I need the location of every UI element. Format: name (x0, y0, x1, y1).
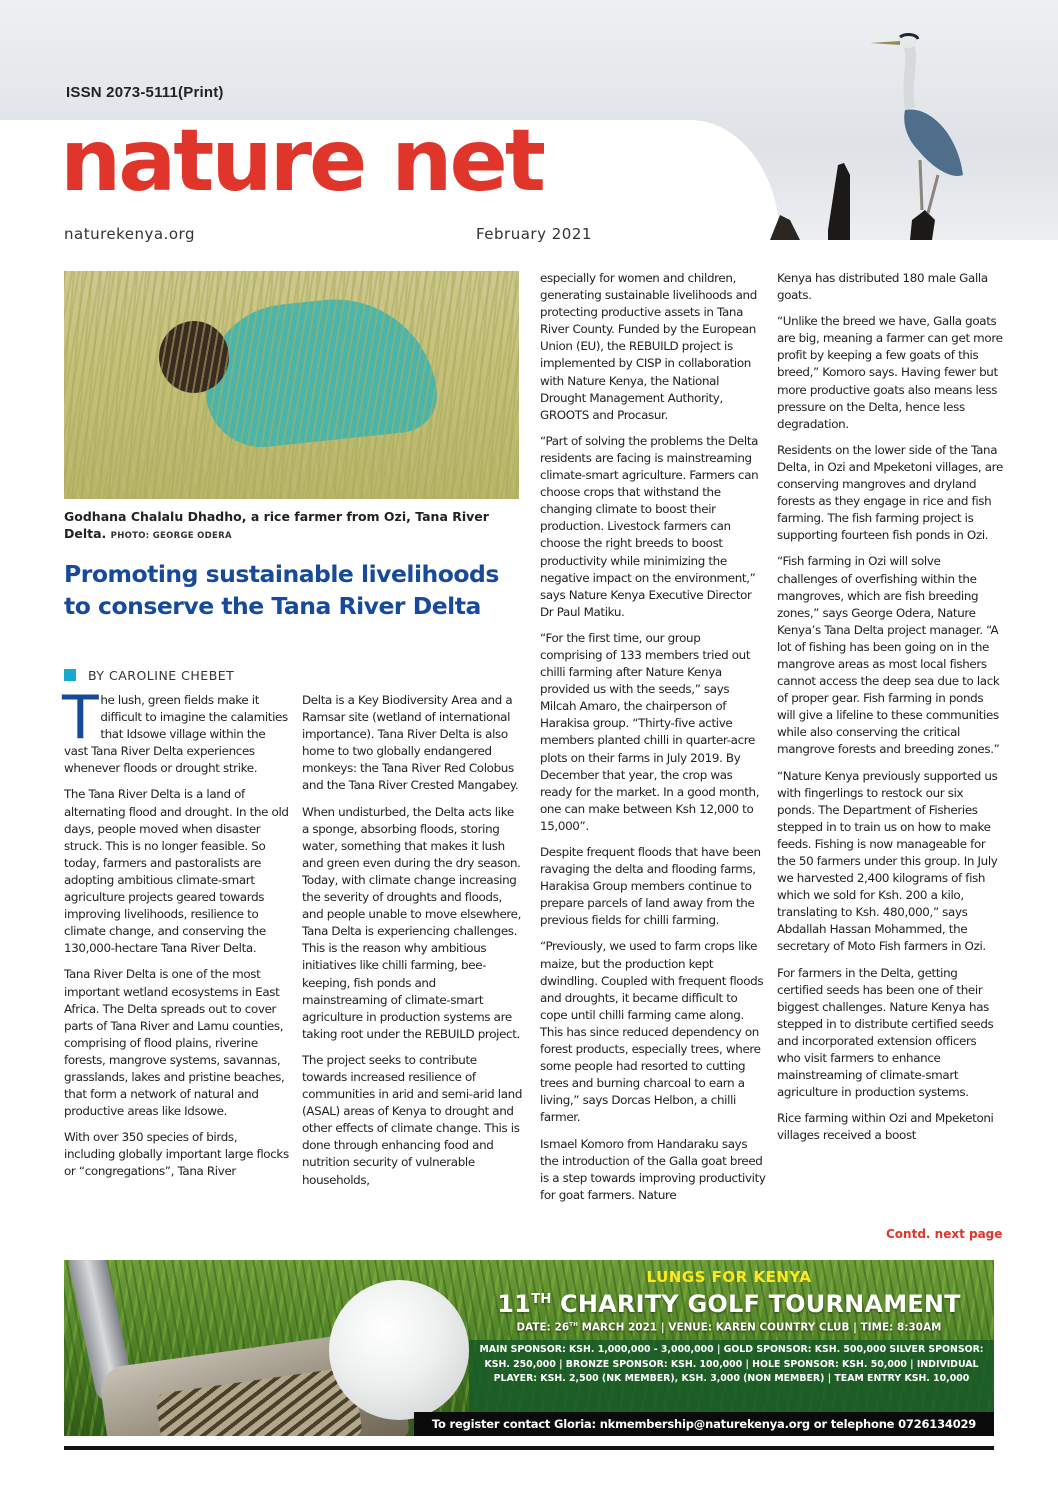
ad-heading-block (464, 1268, 994, 1334)
article-column-1 (62, 683, 290, 1190)
photo-credit: PHOTO: GEORGE ODERA (110, 531, 232, 541)
ad-title: 11TH CHARITY GOLF TOURNAMENT (497, 1290, 961, 1318)
paragraph: Ismael Komoro from Handaraku says the introduction of the Galla goat breed is a step towards improving productivity for goat farmers. Nature (540, 1136, 766, 1202)
heron-photo (760, 15, 1000, 240)
byline-text: BY CAROLINE CHEBET (88, 668, 235, 683)
issn-label: ISSN 2073-5111(Print) (66, 84, 224, 101)
issue-date: February 2021 (476, 225, 592, 243)
paragraph: especially for women and children, generating sustainable livelihoods and protecting productive assets in Tana River County. Funded by the European Union (EU), the REBUILD project is implemented by CISP in collaboration with Nature Kenya, the National Drought Management Authority, GROOTS and Procasur. (540, 271, 757, 422)
paragraph: Despite frequent floods that have been ravaging the delta and flooding farms, Harakisa Group members continue to prepare parcels of land away from the previous fields for chilli farming. (540, 845, 761, 928)
paragraph: “Previously, we used to farm crops like maize, but the production kept dwindling. Coupled with frequent floods and droughts, it became difficult to cope until chilli farming came along. This has since reduced dependency on forest products, especially trees, where some people had resorted to cutting trees and burning charcoal to earn a living,” says Dorcas Helbon, a chilli farmer. (540, 939, 764, 1125)
ad-contact-bar[interactable]: To register contact Gloria: nkmembership@naturekenya.org or telephone 0726134029 (414, 1412, 994, 1436)
paragraph: Kenya has distributed 180 male Galla goats. (777, 271, 988, 303)
paragraph: “Nature Kenya previously supported us with fingerlings to restock our six ponds. The Department of Fisheries stepped in to train us on how to make feeds. Fishing is now manageable for the 50 farmers under this group. In July we harvested 2,400 kilograms of fish which we sold for Ksh. 200 a kilo, translating to Ksh. 480,000,” says Abdallah Hassan Mohammed, the secretary of Moto Fish farmers in Ozi. (777, 768, 998, 954)
article-column-4 (777, 270, 1003, 1154)
paragraph: For farmers in the Delta, getting certified seeds has been one of their biggest challenges. Nature Kenya has stepped in to distribute certified seeds and incorporated extension officers who visit farmers to enhance mainstreaming of climate-smart agriculture in production systems. (777, 965, 994, 1100)
article-column-2 (302, 692, 524, 1198)
golf-tournament-ad[interactable] (64, 1260, 994, 1436)
paragraph: “Fish farming in Ozi will solve challenges of overfishing within the mangroves, which are fish breeding zones,” says George Odera, Nature Kenya’s Tana Delta project manager. “A lot of fishing has been going on in the mangrove areas as most local fishers cannot access the deep sea due to lack of proper gear. Fish farming in ponds will give a lifeline to these communities while also conserving the critical mangrove forests and breeding zones.” (777, 554, 1000, 757)
byline (64, 668, 234, 683)
farmer-figure (197, 289, 440, 452)
ad-date-venue: DATE: 26TH MARCH 2021 | VENUE: KAREN COUNTRY CLUB | TIME: 8:30AM (516, 1321, 942, 1334)
footer-rule (64, 1446, 994, 1450)
paragraph: Rice farming within Ozi and Mpeketoni villages received a boost (777, 1111, 994, 1143)
golf-ball-icon (329, 1280, 469, 1420)
paragraph: The Tana River Delta is a land of alternating flood and drought. In the old days, people moved when disaster struck. This is no longer feasible. So today, farmers and pastoralists are adopting ambitious climate-smart agriculture projects geared towards improving livelihoods, resilience to climate change, and conserving the 130,000-hectare Tana River Delta. (64, 787, 289, 956)
ad-sponsor-tiers: MAIN SPONSOR: KSH. 1,000,000 - 3,000,000 | GOLD SPONSOR: KSH. 500,000 SILVER SPONSOR: KSH. 250,000 | BRONZE SPONSOR: KSH. 100,000 | HOLE SPONSOR: KSH. 50,000 | INDIVIDUAL PLAYER: KSH. 2,500 (NK MEMBER), KSH. 3,000 (NON MEMBER) | TEAM ENTRY KSH. 10,000 (469, 1340, 994, 1412)
article-column-3 (540, 270, 766, 1213)
masthead-logo: nature net (60, 111, 543, 211)
photo-caption (64, 508, 524, 545)
paragraph: “Unlike the breed we have, Galla goats are big, meaning a farmer can get more profit by keeping a few goats of this breed,” Komoro says. Having fewer but more productive goats also means less pressure on the Delta, hence less degradation. (777, 314, 1003, 431)
site-url[interactable]: naturekenya.org (64, 225, 195, 243)
drop-cap: T (62, 683, 99, 753)
paragraph: “Part of solving the problems the Delta residents are facing is mainstreaming climate-smart agriculture. Farmers can choose crops that withstand the changing climate to boost their production. Livestock farmers can choose the right breeds to boost productivity while minimizing the negative impact on the environment,” says Nature Kenya Executive Director Dr Paul Matiku. (540, 433, 759, 619)
paragraph: The project seeks to contribute towards increased resilience of communities in arid and semi-arid land (ASAL) areas of Kenya to drought and other effects of climate change. This is done through enhancing food and nutrition security of vulnerable households, (302, 1052, 523, 1187)
paragraph: The lush, green fields make it difficult to imagine the calamities that Idsowe village within the vast Tana River Delta experiences whenever floods or drought strike. (62, 683, 288, 776)
farmer-head (159, 321, 229, 393)
ad-kicker: LUNGS FOR KENYA (646, 1268, 812, 1286)
byline-square-icon (64, 669, 76, 681)
paragraph: “For the first time, our group comprising of 133 members tried out chilli farming after Nature Kenya provided us with the seeds,” says Milcah Amaro, the chairperson of Harakisa group. “Thirty-five active members planted chilli in quarter-acre plots on their farms in July 2019. By December that year, the crop was ready for the market. In a good month, one can make between Ksh 12,000 to 15,000”. (540, 630, 760, 833)
paragraph: Residents on the lower side of the Tana Delta, in Ozi and Mpeketoni villages, are conserving mangroves and dryland forests as they engage in rice and fish farming. The fish farming project is supporting fourteen fish ponds in Ozi. (777, 442, 1003, 543)
caption-text: Godhana Chalalu Dhadho, a rice farmer from Ozi, Tana River Delta. (64, 509, 489, 541)
paragraph: With over 350 species of birds, including globally important large flocks or “congregations”, Tana River (64, 1130, 289, 1179)
rice-farmer-photo (64, 271, 519, 499)
paragraph: Delta is a Key Biodiversity Area and a Ramsar site (wetland of international importance). Tana River Delta is also home to two globally endangered monkeys: the Tana River Red Colobus and the Tana River Crested Mangabey. (302, 693, 519, 793)
paragraph: Tana River Delta is one of the most important wetland ecosystems in East Africa. The Delta spreads out to cover parts of Tana River and Lamu counties, comprising of flood plains, riverine forests, mangrove systems, savannas, grasslands, lakes and pristine beaches, that form a network of natural and productive areas like Idsowe. (64, 967, 285, 1119)
heron-icon (760, 15, 1000, 240)
continued-next-page: Contd. next page (886, 1227, 1003, 1241)
paragraph: When undisturbed, the Delta acts like a sponge, absorbing floods, storing water, something that makes it lush and green even during the dry season. Today, with climate change increasing the severity of droughts and floods, and people unable to move elsewhere, Tana Delta is experiencing challenges. This is the reason why ambitious initiatives like chilli farming, bee-keeping, fish ponds and mainstreaming of climate-smart agriculture in production systems are taking root under the REBUILD project. (302, 804, 522, 1041)
article-headline: Promoting sustainable livelihoods to conserve the Tana River Delta (64, 560, 499, 620)
